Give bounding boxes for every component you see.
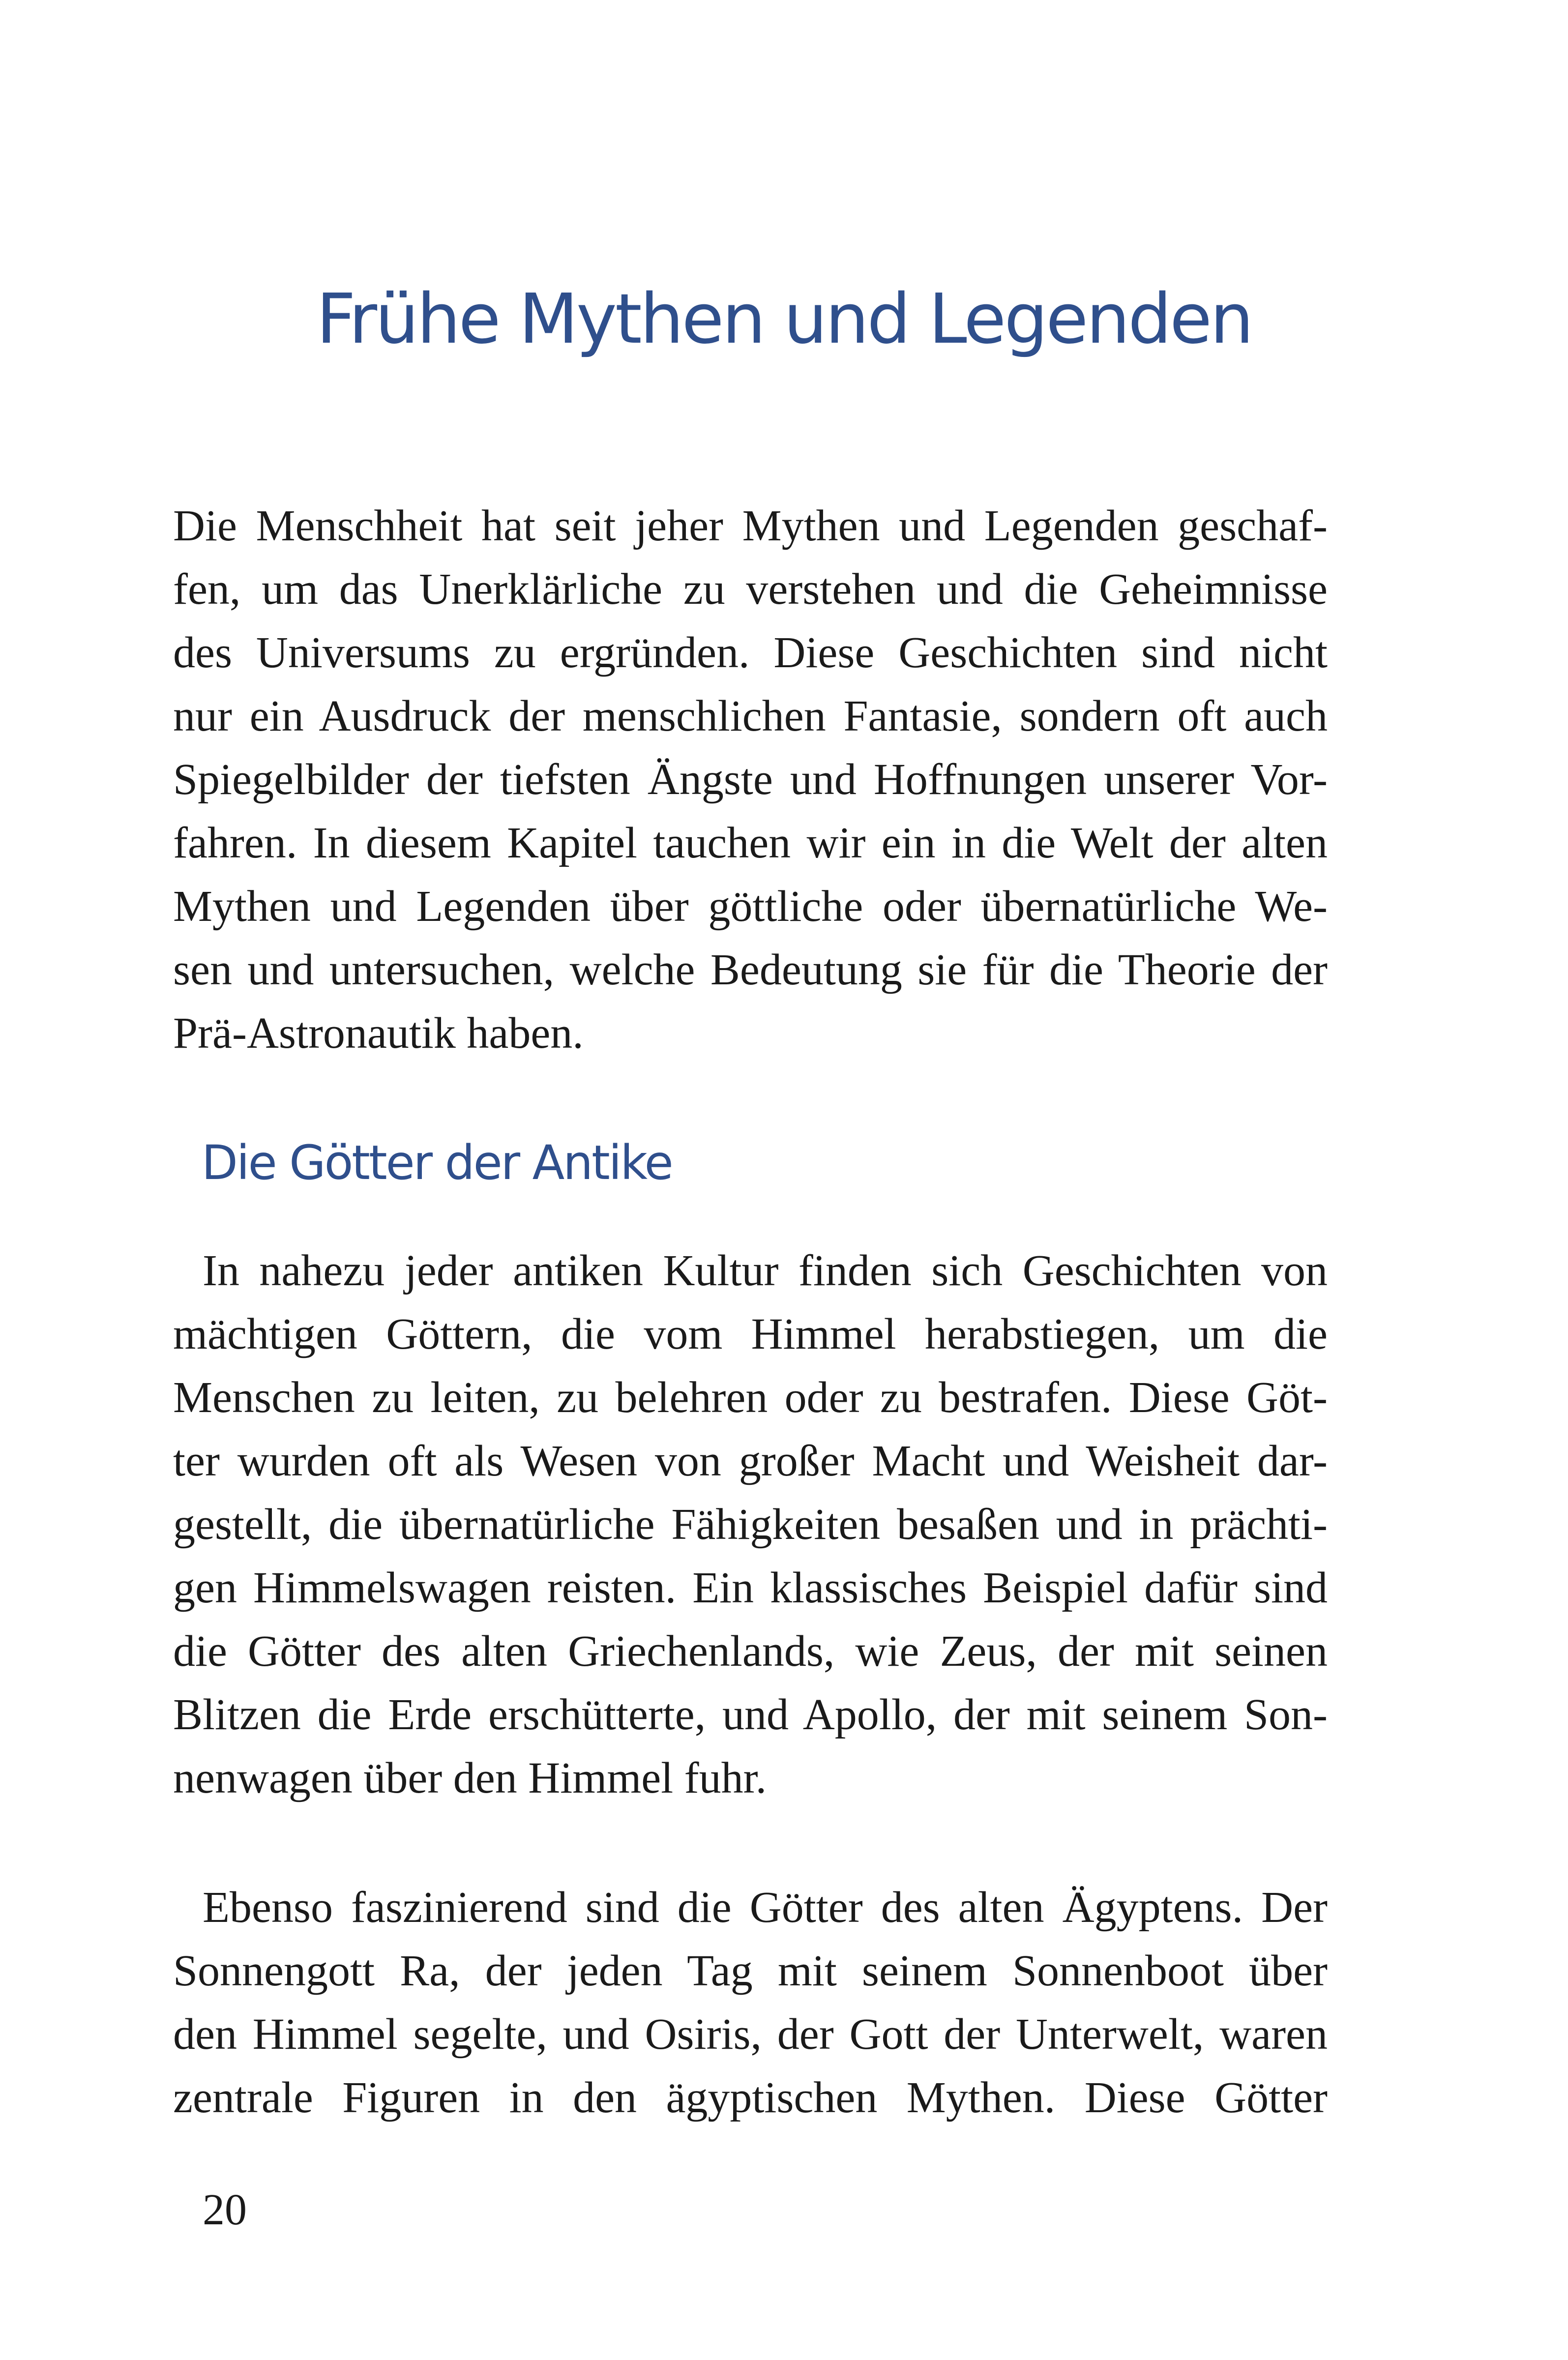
page-number: 20 [203, 2185, 247, 2234]
text-line: gen Himmelswagen reisten. Ein klassisches Beispiel dafür sind [173, 1564, 1328, 1612]
text-line: Ebenso faszinierend sind die Götter des alten Ägyptens. Der [203, 1883, 1328, 1932]
text-line: Mythen und Legenden über göttliche oder übernatürliche We- [173, 882, 1328, 931]
text-line: Prä-Astronautik haben. [173, 1009, 584, 1058]
text-line: Spiegelbilder der tiefsten Ängste und Hoffnungen unserer Vor- [173, 755, 1328, 804]
text-line: fahren. In diesem Kapitel tauchen wir ein in die Welt der alten [173, 819, 1328, 867]
text-line: Menschen zu leiten, zu belehren oder zu bestrafen. Diese Göt- [173, 1373, 1328, 1422]
body-paragraph [173, 1876, 1328, 2129]
text-line: Sonnengott Ra, der jeden Tag mit seinem Sonnenboot über [173, 1947, 1328, 1995]
text-line: nenwagen über den Himmel fuhr. [173, 1754, 767, 1802]
text-line: fen, um das Unerklärliche zu verstehen und die Geheimnisse [173, 565, 1328, 614]
text-line: mächtigen Göttern, die vom Himmel herabstiegen, um die [173, 1310, 1328, 1358]
text-line: Die Menschheit hat seit jeher Mythen und Legenden geschaf- [173, 502, 1328, 550]
text-line: ter wurden oft als Wesen von großer Macht und Weisheit dar- [173, 1437, 1328, 1485]
text-line: des Universums zu ergründen. Diese Geschichten sind nicht [173, 628, 1328, 677]
text-line: In nahezu jeder antiken Kultur finden sich Geschichten von [203, 1246, 1328, 1295]
text-line: die Götter des alten Griechenlands, wie Zeus, der mit seinen [173, 1627, 1328, 1676]
text-line: sen und untersuchen, welche Bedeutung sie für die Theorie der [173, 945, 1328, 994]
intro-paragraph [173, 494, 1328, 1065]
chapter-title: Frühe Mythen und Legenden [316, 279, 1252, 359]
text-line: den Himmel segelte, und Osiris, der Gott der Unterwelt, waren [173, 2010, 1328, 2059]
body-paragraph [173, 1239, 1328, 1810]
text-line: zentrale Figuren in den ägyptischen Mythen. Diese Götter [173, 2073, 1328, 2122]
text-line: nur ein Ausdruck der menschlichen Fantasie, sondern oft auch [173, 692, 1328, 740]
section-title: Die Götter der Antike [202, 1135, 672, 1190]
text-line: gestellt, die übernatürliche Fähigkeiten besaßen und in prächti- [173, 1500, 1328, 1549]
text-line: Blitzen die Erde erschütterte, und Apollo, der mit seinem Son- [173, 1690, 1328, 1739]
